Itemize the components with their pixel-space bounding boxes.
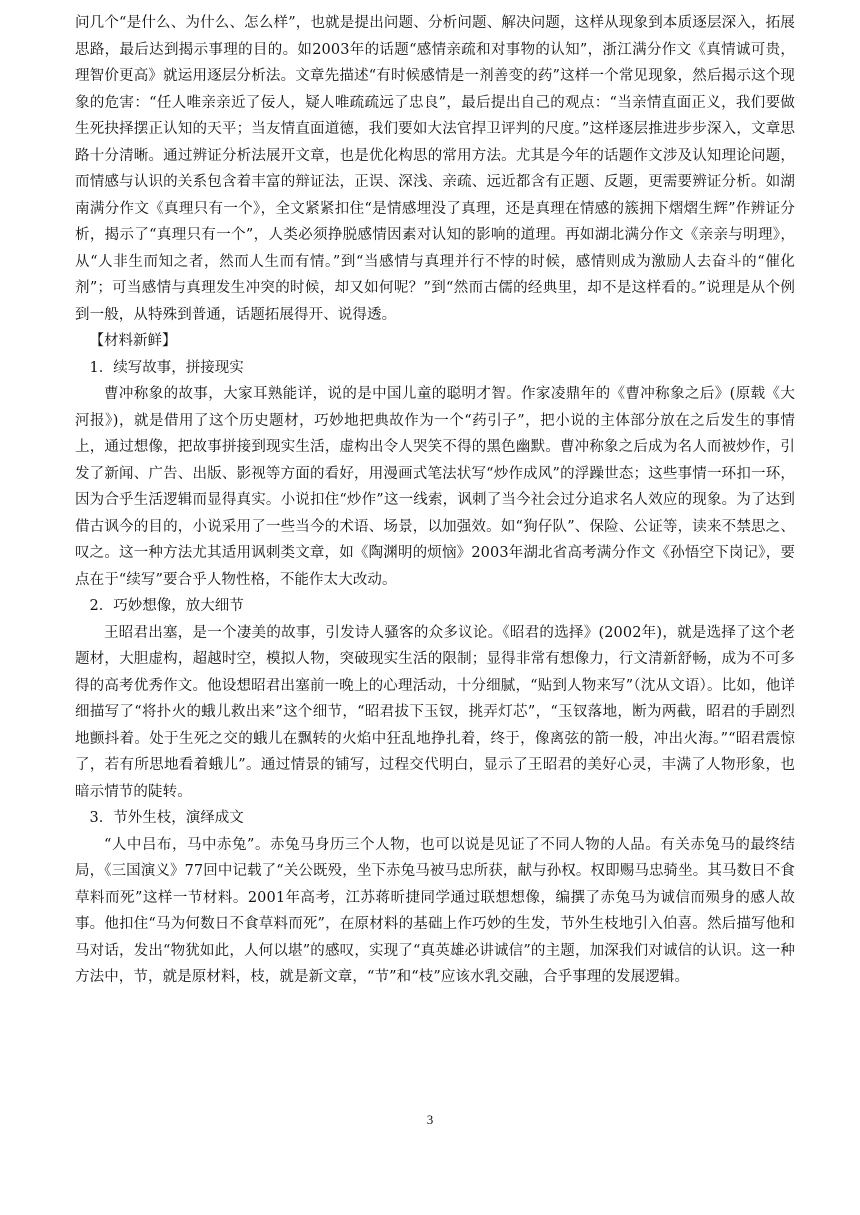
subsection-body-2: 王昭君出塞，是一个凄美的故事，引发诗人骚客的众多议论。《昭君的选择》(2002年)，就是选择了这个老题材，大胆虚构，超越时空，模拟人物，突破现实生活的限制；显得非常有想像力，行文清新舒畅，成为不可多得的高考优秀作文。他设想昭君出塞前一晚上的心理活动，十分细腻，“贴到人物来写”（沈从文语）。比如，他详细描写了“将扑火的蛾儿救出来”这个细节，“昭君拔下玉钗，挑弄灯芯”，“玉钗落地，断为两截，昭君的手剧烈地颤抖着。处于生死之交的蛾儿在飘转的火焰中狂乱地挣扎着，终于，像离弦的箭一般，冲出火海。”“昭君震惊了，若有所思地看着蛾儿”。通过情景的铺写，过程交代明白，显示了王昭君的美好心灵，丰满了人物形象，也暗示情节的陡转。 [75, 624, 795, 800]
document-page [75, 10, 795, 991]
subsection-body-1: 曹冲称象的故事，大家耳熟能详，说的是中国儿童的聪明才智。作家凌鼎年的《曹冲称象之后》(原载《大河报》)，就是借用了这个历史题材，巧妙地把典故作为一个“药引子”，把小说的主体部分放在之后发生的事情上，通过想像，把故事拼接到现实生活，虚构出令人哭笑不得的黑色幽默。曹冲称象之后成为名人而被炒作，引发了新闻、广告、出版、影视等方面的看好，用漫画式笔法状写“炒作成风”的浮躁世态；这些事情一环扣一环，因为合乎生活逻辑而显得真实。小说扣住“炒作”这一线索，讽刺了当今社会过分追求名人效应的现象。为了达到借古讽今的目的，小说采用了一些当今的术语、场景，以加强效。如“狗仔队”、保险、公证等，读来不禁思之、叹之。这一种方法尤其适用讽刺类文章，如《陶渊明的烦恼》2003年湖北省高考满分作文《孙悟空下岗记》，要点在于“续写”要合乎人物性格，不能作太大改动。 [75, 386, 795, 588]
page-number: 3 [426, 1112, 434, 1127]
section-heading: 【材料新鲜】 [89, 333, 177, 349]
intro-paragraph: 问几个“是什么、为什么、怎么样”，也就是提出问题、分析问题、解决问题，这样从现象到本质逐层深入，拓展思路，最后达到揭示事理的目的。如2003年的话题“感情亲疏和对事物的认知”，浙江满分作文《真情诚可贵，理智价更高》就运用逐层分析法。文章先描述“有时候感情是一剂善变的药”这样一个常见现象，然后揭示这个现象的危害：“任人唯亲亲近了佞人，疑人唯疏疏远了忠良”，最后提出自己的观点：“当亲情直面正义，我们要做生死抉择摆正认知的天平；当友情直面道德，我们要如大法官捍卫评判的尺度。”这样逐层推进步步深入，文章思路十分清晰。通过辨证分析法展开文章，也是优化构思的常用方法。尤其是今年的话题作文涉及认知理论问题，而情感与认识的关系包含着丰富的辩证法，正误、深浅、亲疏、远近都含有正题、反题，更需要辨证分析。如湖南满分作文《真理只有一个》，全文紧紧扣住“是情感埋没了真理，还是真理在情感的簇拥下熠熠生辉”作辨证分析，揭示了“真理只有一个”，人类必须挣脱感情因素对认知的影响的道理。再如湖北满分作文《亲亲与明理》，从“人非生而知之者，然而人生而有情。”到“当感情与真理并行不悖的时候，感情则成为激励人去奋斗的“催化剂”；可当感情与真理发生冲突的时候，却又如何呢？”到“然而古儒的经典里，却不是这样看的。”说理是从个例到一般，从特殊到普通，话题拓展得开、说得透。 [75, 15, 795, 323]
subsection-heading-2: 2．巧妙想像，放大细节 [89, 598, 244, 614]
subsection-heading-1: 1．续写故事，拼接现实 [89, 359, 244, 376]
subsection-heading-3: 3．节外生枝，演绎成文 [89, 810, 244, 826]
subsection-body-3: “人中吕布，马中赤兔”。赤兔马身历三个人物，也可以说是见证了不同人物的人品。有关赤兔马的最终结局，《三国演义》77回中记载了“关公既殁，坐下赤兔马被马忠所获，献与孙权。权即赐马忠骑坐。其马数日不食草料而死”这样一节材料。2001年高考，江苏蒋昕捷同学通过联想想像，编撰了赤兔马为诚信而殒身的感人故事。他扣住“马为何数日不食草料而死”，在原材料的基础上作巧妙的生发，节外生枝地引入伯喜。然后描写他和马对话，发出“物犹如此，人何以堪”的感叹，实现了“真英雄必讲诚信”的主题，加深我们对诚信的认识。这一种方法中，节，就是原材料，枝，就是新文章，“节”和“枝”应该水乳交融，合乎事理的发展逻辑。 [75, 836, 795, 985]
